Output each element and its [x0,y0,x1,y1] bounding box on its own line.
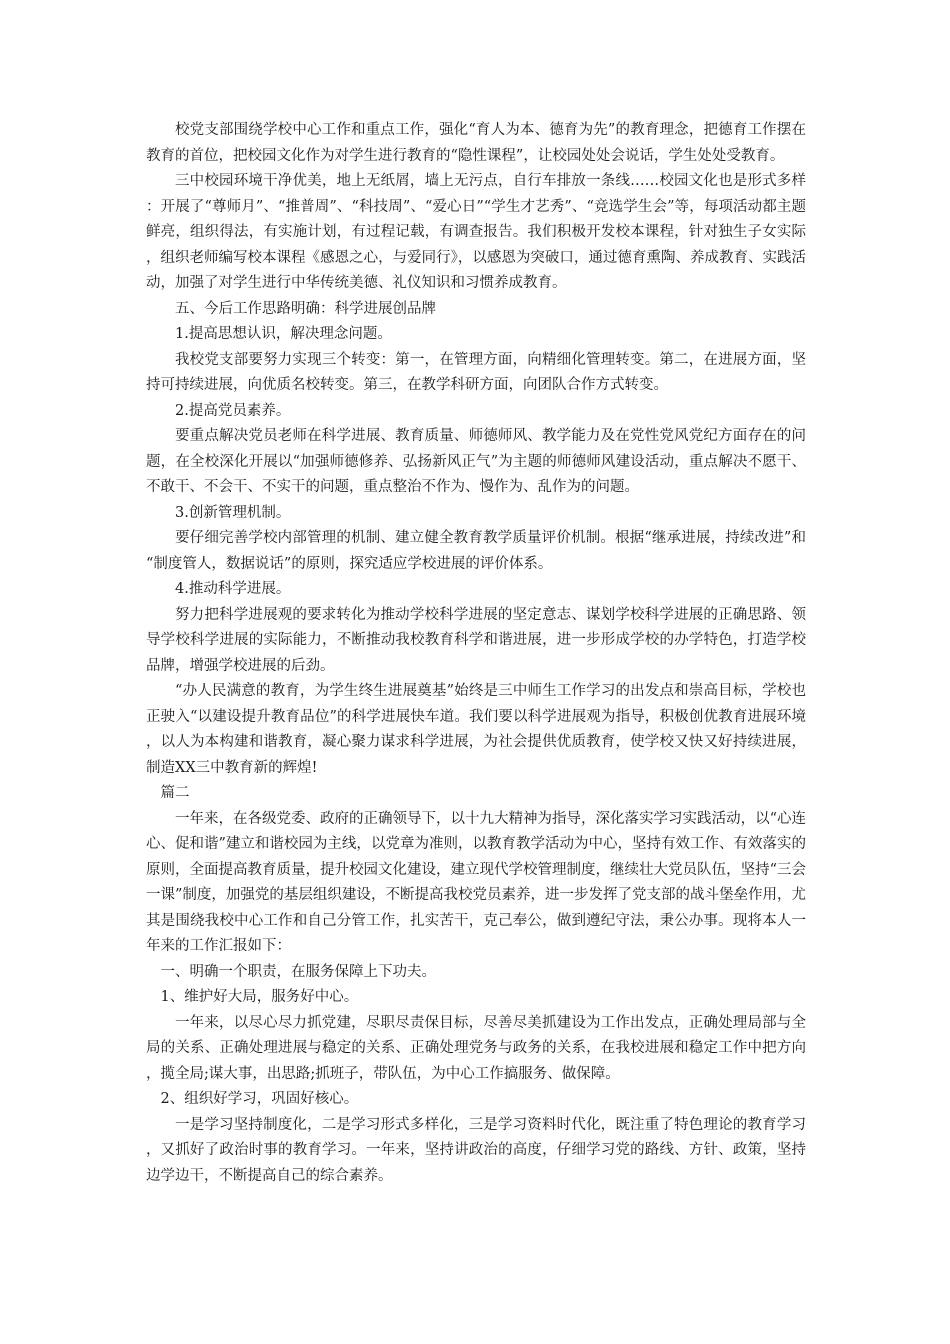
subheading-overall-situation: 1、维护好大局，服务好中心。 [160,989,359,1005]
paragraph-satisfying-education: “办人民满意的教育，为学生终生进展奠基”始终是三中师生工作学习的出发点和崇高目标，学校也正驶入“以建设提升教育品位”的科学进展快车道。我们要以科学进展观为指导，积极创优教育进展环境，以人为本构建和谐教育，凝心聚力谋求科学进展，为社会提供优质教育，使学校又快又好持续进展，制造XX三中教育新的辉煌! [146,683,806,776]
section-heading-future-plan: 五、今后工作思路明确：科学进展创品牌 [175,300,436,317]
document-body [146,118,806,1189]
subheading-3: 3.创新管理机制。 [175,504,291,521]
subheading-4: 4.推动科学进展。 [175,581,291,597]
subheading-2: 2.提高党员素养。 [175,402,291,419]
paragraph-year-summary: 一年来，在各级党委、政府的正确领导下，以十九大精神为指导，深化落实学习实践活动，以“心连心、促和谐”建立和谐校园为主线，以党章为准则，以教育教学活动为中心，坚持有效工作、有效落实的原则，全面提高教育质量，提升校园文化建设，建立现代学校管理制度，继续壮大党员队伍，坚持“三会一课”制度，加强党的基层组织建设，不断提高我校党员素养，进一步发挥了党支部的战斗堡垒作用，尤其是围绕我校中心工作和自己分管工作，扎实苦干，克己奉公，做到遵纪守法，秉公办事。现将本人一年来的工作汇报如下： [146,810,806,954]
paragraph-campus-culture: 三中校园环境干净优美，地上无纸屑，墙上无污点，自行车排放一条线……校园文化也是形式多样：开展了“尊师月”、“推普周”、“科技周”、“爱心日”“学生才艺秀”、“竞选学生会”等，每项活动都主题鲜亮，组织得法，有实施计划，有过程记载，有调查报告。我们积极开发校本课程，针对独生子女实际，组织老师编写校本课程《感恩之心，与爱同行》，以感恩为突破口，通过德育熏陶、养成教育、实践活动，加强了对学生进行中华传统美德、礼仪知识和习惯养成教育。 [146,173,806,291]
section-heading-one-duty: 一、明确一个职责，在服务保障上下功夫。 [160,963,436,980]
part-two-heading: 篇二 [160,785,190,801]
paragraph-management-mechanism: 要仔细完善学校内部管理的机制、建立健全教育教学质量评价机制。根据“继承进展，持续改进”和“制度管人，数据说话”的原则，探究适应学校进展的评价体系。 [146,530,806,572]
paragraph-moral-education: 校党支部围绕学校中心工作和重点工作，强化“育人为本、德育为先”的教育理念，把德育工作摆在教育的首位，把校园文化作为对学生进行教育的“隐性课程”，让校园处处会说话，学生处处受教育。 [146,122,806,164]
paragraph-three-changes: 我校党支部要努力实现三个转变：第一，在管理方面，向精细化管理转变。第二，在进展方面，坚持可持续进展，向优质名校转变。第三，在教学科研方面，向团队合作方式转变。 [146,351,806,393]
subheading-study: 2、组织好学习，巩固好核心。 [160,1091,359,1107]
paragraph-party-building: 一年来，以尽心尽力抓党建，尽职尽责保目标，尽善尽美抓建设为工作出发点，正确处理局部与全局的关系、正确处理进展与稳定的关系、正确处理党务与政务的关系，在我校进展和稳定工作中把方向，揽全局;谋大事，出思路;抓班子，带队伍，为中心工作搞服务、做保障。 [146,1014,806,1082]
subheading-1: 1.提高思想认识，解决理念问题。 [175,326,392,342]
paragraph-scientific-development: 努力把科学进展观的要求转化为推动学校科学进展的坚定意志、谋划学校科学进展的正确思路、领导学校科学进展的实际能力，不断推动我校教育科学和谐进展，进一步形成学校的办学特色，打造学校品牌，增强学校进展的后劲。 [146,606,806,674]
paragraph-teacher-ethics: 要重点解决党员老师在科学进展、教育质量、师德师风、教学能力及在党性党风党纪方面存在的问题，在全校深化开展以“加强师德修养、弘扬新风正气”为主题的师德师风建设活动，重点解决不愿干、不敢干、不会干、不实干的问题，重点整治不作为、慢作为、乱作为的问题。 [146,428,806,495]
paragraph-study: 一是学习坚持制度化，二是学习形式多样化，三是学习资料时代化，既注重了特色理论的教育学习，又抓好了政治时事的教育学习。一年来，坚持讲政治的高度，仔细学习党的路线、方针、政策，坚持边学边干，不断提高自己的综合素养。 [146,1116,806,1184]
